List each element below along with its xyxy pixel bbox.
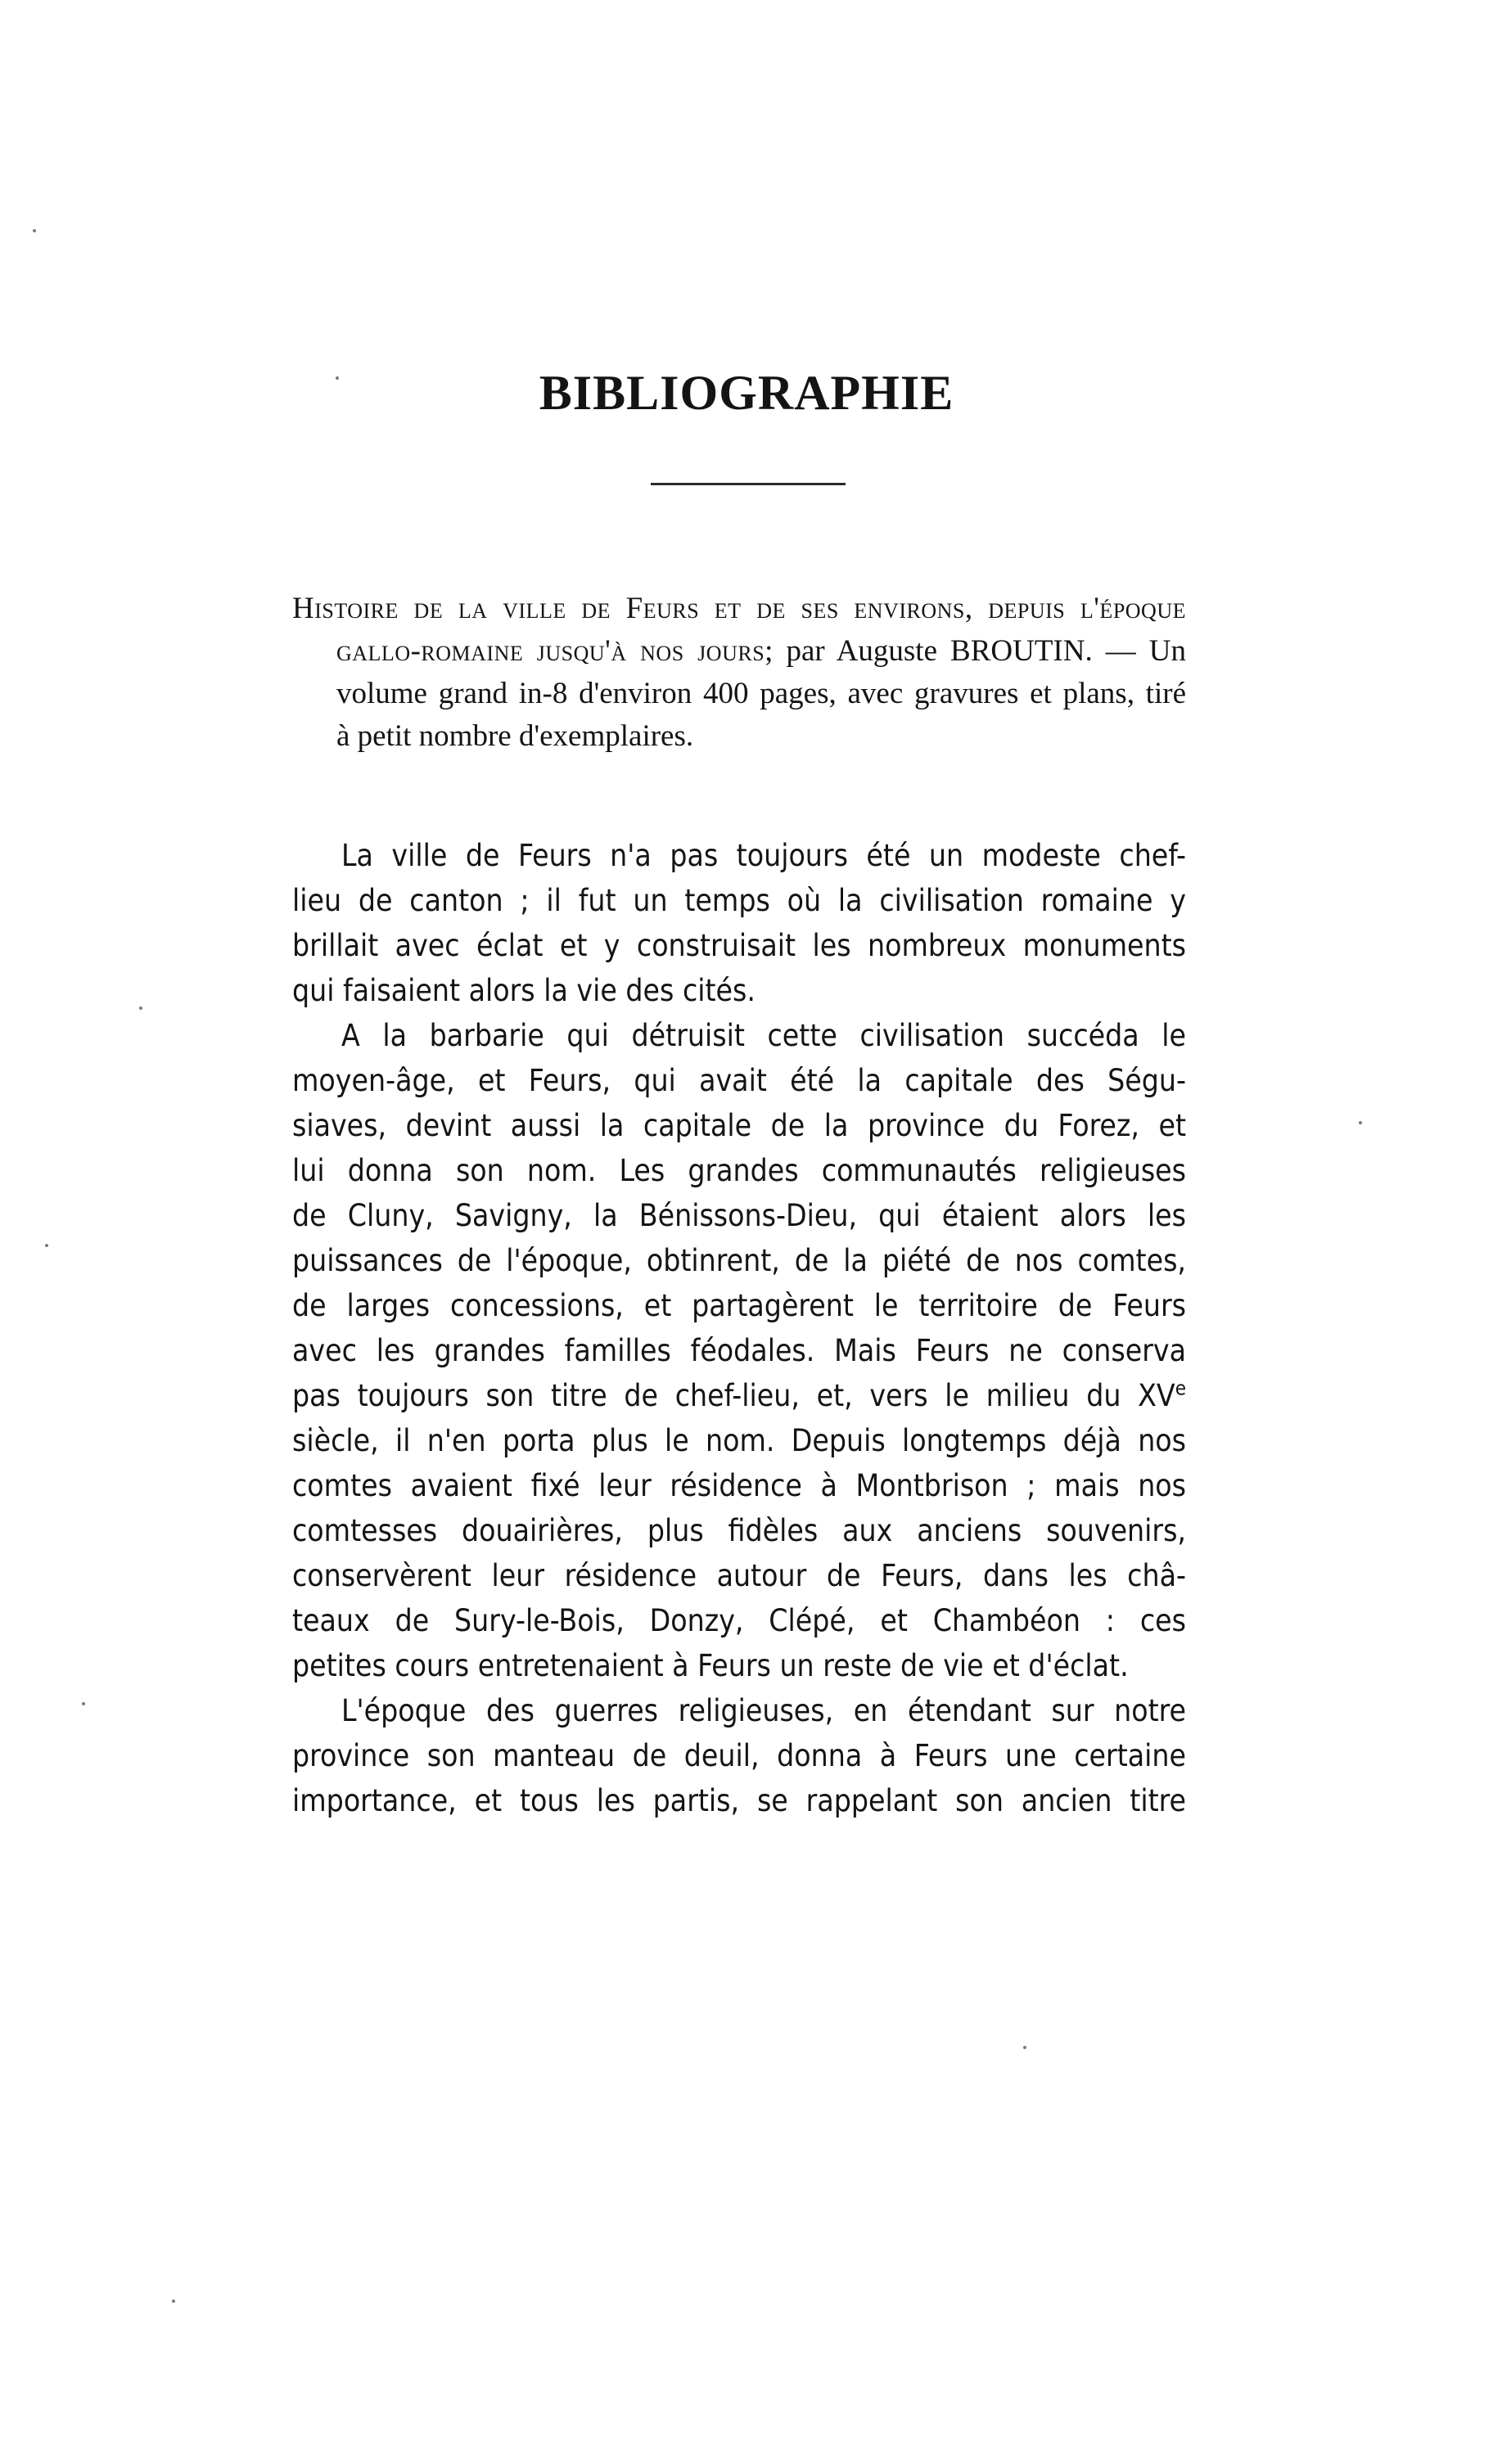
text-line: de Cluny, Savigny, la Bénissons-Dieu, qui étaient alors les [292, 1198, 1186, 1233]
text-line: siècle, il n'en porta plus le nom. Depuis longtemps déjà nos [292, 1423, 1186, 1458]
bibliography-entry [292, 588, 1186, 758]
text-line: qui faisaient alors la vie des cités. [292, 973, 756, 1008]
scan-speck [82, 1702, 85, 1705]
text-line: avec les grandes familles féodales. Mais Feurs ne conserva [292, 1333, 1186, 1368]
entry-title-part-1: Histoire de la ville de Feurs et de ses environs, depuis l'époque [292, 592, 1186, 625]
scan-speck [172, 2300, 175, 2303]
text-line: siaves, devint aussi la capitale de la province du Forez, et [292, 1108, 1186, 1143]
entry-line-4: à petit nombre d'exemplaires. [336, 719, 694, 753]
entry-line-2 [292, 630, 1186, 673]
text-line: de larges concessions, et partagèrent le territoire de Feurs [292, 1288, 1186, 1323]
entry-line-1 [292, 588, 1186, 630]
scan-speck [139, 1007, 142, 1010]
entry-title-part-2: gallo-romaine jusqu'à nos jours [336, 634, 765, 668]
text-line: lieu de canton ; il fut un temps où la civilisation romaine y [292, 883, 1186, 918]
scan-speck [1359, 1121, 1362, 1124]
text-line: L'époque des guerres religieuses, en étendant sur notre [341, 1693, 1186, 1728]
text-line: comtesses douairières, plus fidèles aux anciens souvenirs, [292, 1513, 1186, 1548]
title-rule [651, 483, 846, 485]
text-line: province son manteau de deuil, donna à Feurs une certaine [292, 1738, 1186, 1773]
text-line-start: pas toujours son titre de chef-lieu, et, vers le milieu du XV [292, 1378, 1175, 1413]
century-superscript: e [1175, 1376, 1186, 1400]
entry-author: ; par Auguste BROUTIN. — Un [765, 634, 1186, 668]
text-line: puissances de l'époque, obtinrent, de la piété de nos comtes, [292, 1243, 1186, 1278]
text-line: importance, et tous les partis, se rappelant son ancien titre [292, 1783, 1186, 1818]
text-line [292, 1373, 1186, 1418]
entry-line-3: volume grand in-8 d'environ 400 pages, avec gravures et plans, tiré [336, 677, 1186, 710]
scan-speck [1023, 2046, 1026, 2049]
scan-speck [336, 376, 339, 380]
text-line: A la barbarie qui détruisit cette civilisation succéda le [341, 1018, 1186, 1053]
page-title: BIBLIOGRAPHIE [539, 366, 954, 420]
scan-speck [33, 229, 36, 232]
text-line: brillait avec éclat et y construisait les nombreux monuments [292, 928, 1186, 963]
text-line: conservèrent leur résidence autour de Feurs, dans les châ- [292, 1558, 1186, 1593]
text-line: La ville de Feurs n'a pas toujours été un modeste chef- [341, 838, 1186, 873]
text-line: comtes avaient fixé leur résidence à Montbrison ; mais nos [292, 1468, 1186, 1503]
text-line: teaux de Sury-le-Bois, Donzy, Clépé, et Chambéon : ces [292, 1603, 1186, 1638]
body-text [292, 833, 1186, 1823]
text-line: petites cours entretenaient à Feurs un reste de vie et d'éclat. [292, 1648, 1129, 1683]
scan-speck [45, 1244, 48, 1247]
text-line: moyen-âge, et Feurs, qui avait été la capitale des Ségu- [292, 1063, 1186, 1098]
text-line: lui donna son nom. Les grandes communautés religieuses [292, 1153, 1186, 1188]
